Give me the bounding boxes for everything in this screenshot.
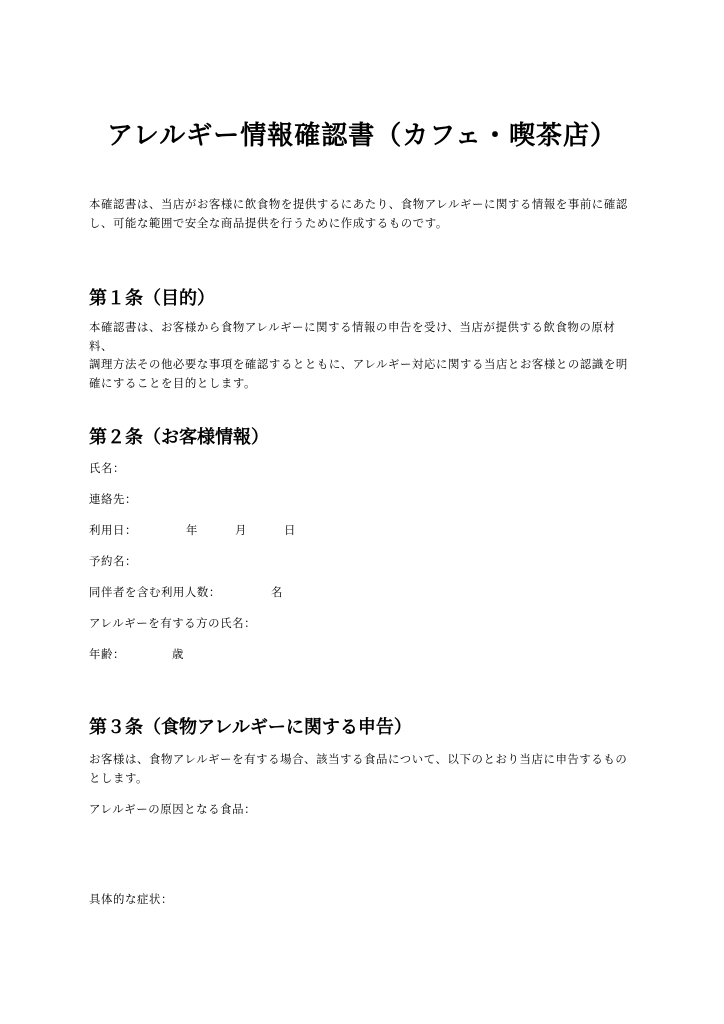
date-label: 利用日：: [89, 523, 137, 537]
allergic-person-field: [89, 615, 256, 631]
reservation-field: [89, 553, 137, 569]
intro-paragraph: 本確認書は、当店がお客様に飲食物を提供するにあたり、食物アレルギーに関する情報を事前に確認 し、可能な範囲で安全な商品提供を行うために作成するものです。: [89, 197, 628, 230]
article3-body: お客様は、食物アレルギーを有する場合、該当する食品について、以下のとおり当店に申告するもの とします。: [89, 752, 628, 785]
allergy-cause-field: [89, 801, 256, 817]
reservation-label: 予約名：: [89, 554, 137, 568]
symptom-label: 具体的な症状：: [89, 892, 173, 906]
party-size-unit: 名: [271, 585, 283, 599]
article1-heading: 第１条（目的）: [89, 288, 215, 309]
symptom-field: [89, 891, 173, 907]
contact-label: 連絡先：: [89, 492, 137, 506]
age-unit: 歳: [172, 647, 184, 661]
document-title: アレルギー情報確認書（カフェ・喫茶店）: [106, 121, 617, 151]
day-unit: 日: [284, 523, 296, 537]
age-label: 年齢：: [89, 647, 125, 661]
article2-heading: 第２条（お客様情報）: [89, 427, 269, 448]
name-field: [89, 460, 125, 476]
contact-field: [89, 491, 137, 507]
party-size-label: 同伴者を含む利用人数：: [89, 585, 221, 599]
article1-body: 本確認書は、お客様から食物アレルギーに関する情報の申告を受け、当店が提供する飲食物の原材料、 調理方法その他必要な事項を確認するとともに、アレルギー対応に関する当店とお客様との認識を明 確にすることを目的とします。: [89, 320, 628, 390]
party-size-field: [89, 584, 283, 600]
allergy-cause-label: アレルギーの原因となる食品：: [89, 802, 257, 816]
year-unit: 年: [186, 523, 198, 537]
article3-heading: 第３条（食物アレルギーに関する申告）: [89, 717, 412, 738]
name-label: 氏名：: [89, 461, 125, 475]
date-field: [89, 522, 296, 538]
age-field: [89, 646, 184, 662]
month-unit: 月: [235, 523, 247, 537]
allergic-person-label: アレルギーを有する方の氏名：: [89, 616, 257, 630]
